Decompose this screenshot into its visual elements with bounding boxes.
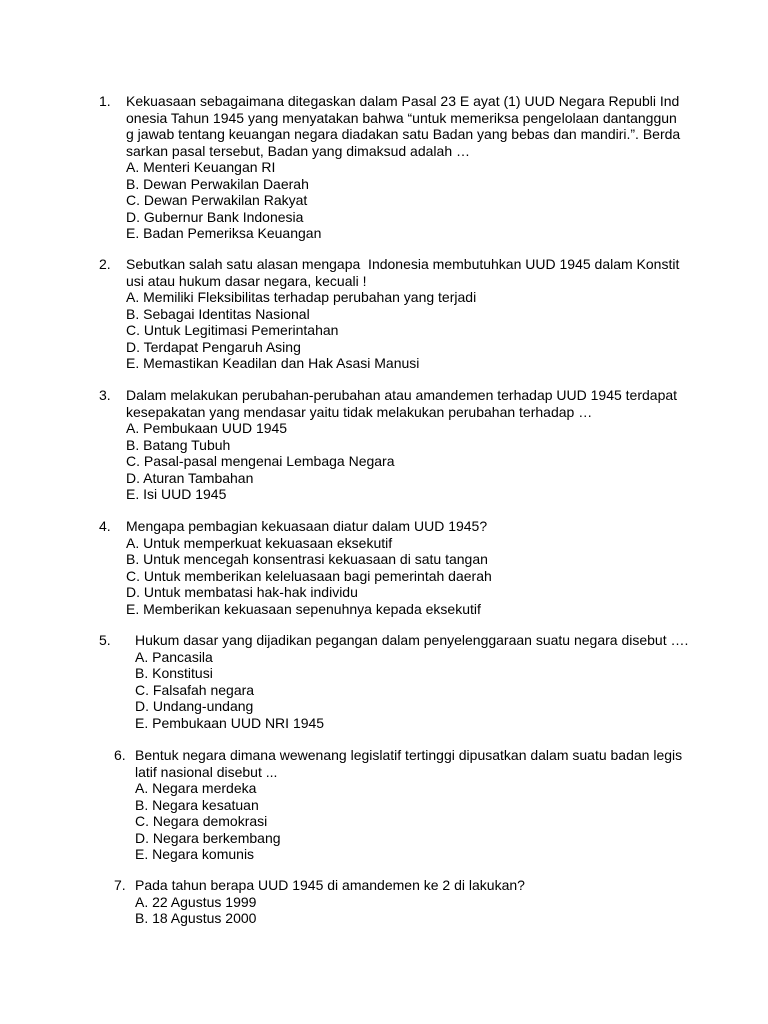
answer-option-d: D. Undang-undang [135,698,254,714]
answer-option-b: B. Sebagai Identitas Nasional [126,305,310,322]
answer-option-e: E. Isi UUD 1945 [126,486,227,502]
answer-option-c: C. Negara demokrasi [135,813,268,829]
answer-option-c: C. Untuk memberikan keleluasaan bagi pemerintah daerah [126,567,492,584]
answer-option-b: B. Batang Tubuh [126,436,231,453]
answer-option-a: A. Pancasila [135,648,213,665]
question-number: 4. [99,518,111,534]
answer-option-e: E. Badan Pemeriksa Keuangan [126,225,322,241]
question-stem-line: latif nasional disebut ... [135,763,278,780]
answer-option-e: E. Negara komunis [135,846,255,862]
question-stem-line: Kekuasaan sebagaimana ditegaskan dalam Pasal 23 E ayat (1) UUD Negara Republi Ind [126,93,680,109]
question-body [126,93,680,242]
question-stem-line: sarkan pasal tersebut, Badan yang dimaksud adalah … [126,142,470,159]
question-number: 7. [114,877,126,893]
answer-option-d: D. Aturan Tambahan [126,469,254,486]
question-number: 3. [99,387,111,403]
question-stem-line: Sebutkan salah satu alasan mengapa Indonesia membutuhkan UUD 1945 dalam Konstit [126,256,680,272]
question-stem-line: kesepakatan yang mendasar yaitu tidak melakukan perubahan terhadap … [126,403,593,420]
question-body [126,518,492,617]
answer-option-d: D. Untuk membatasi hak-hak individu [126,584,358,600]
question-stem-line: Hukum dasar yang dijadikan pegangan dalam penyelenggaraan suatu negara disebut …. [135,632,689,648]
answer-option-c: C. Untuk Legitimasi Pemerintahan [126,322,339,338]
answer-option-c: C. Pasal-pasal mengenai Lembaga Negara [126,453,395,469]
question-body [135,632,688,731]
question-stem-line: Bentuk negara dimana wewenang legislatif tertinggi dipusatkan dalam suatu badan legis [135,747,683,763]
answer-option-d: D. Terdapat Pengaruh Asing [126,338,301,355]
answer-option-a: A. Memiliki Fleksibilitas terhadap perubahan yang terjadi [126,289,477,305]
answer-option-d: D. Negara berkembang [135,829,281,846]
answer-option-a: A. Untuk memperkuat kekuasaan eksekutif [126,534,393,551]
answer-option-b: B. Negara kesatuan [135,796,259,813]
answer-option-b: B. Untuk mencegah konsentrasi kekuasaan di satu tangan [126,551,488,567]
question-number: 6. [114,747,126,763]
answer-option-a: A. Negara merdeka [135,780,257,796]
answer-option-b: B. 18 Agustus 2000 [135,910,257,926]
question-body [126,387,677,503]
question-body [126,256,679,372]
question-body [135,747,682,863]
answer-option-c: C. Falsafah negara [135,681,255,698]
answer-option-c: C. Dewan Perwakilan Rakyat [126,192,308,208]
answer-option-a: A. Menteri Keuangan RI [126,159,276,175]
answer-option-d: D. Gubernur Bank Indonesia [126,208,304,225]
question-number: 2. [99,256,111,272]
question-stem-line: Pada tahun berapa UUD 1945 di amandemen ke 2 di lakukan? [135,877,525,893]
answer-option-b: B. Dewan Perwakilan Daerah [126,175,309,192]
question-stem-line: usi atau hukum dasar negara, kecuali ! [126,272,367,289]
question-stem-line: g jawab tentang keuangan negara diadakan satu Badan yang bebas dan mandiri.”. Berda [126,126,681,142]
question-stem-line: Mengapa pembagian kekuasaan diatur dalam UUD 1945? [126,518,488,534]
question-body [135,877,525,927]
question-number: 1. [99,93,111,109]
answer-option-e: E. Memastikan Keadilan dan Hak Asasi Manusi [126,355,420,371]
answer-option-e: E. Memberikan kekuasaan sepenuhnya kepada eksekutif [126,600,481,617]
answer-option-b: B. Konstitusi [135,665,213,681]
answer-option-a: A. Pembukaan UUD 1945 [126,420,288,436]
question-number: 5. [99,632,111,648]
answer-option-a: A. 22 Agustus 1999 [135,893,257,910]
question-stem-line: Dalam melakukan perubahan-perubahan atau amandemen terhadap UUD 1945 terdapat [126,387,678,403]
answer-option-e: E. Pembukaan UUD NRI 1945 [135,714,325,731]
question-stem-line: onesia Tahun 1945 yang menyatakan bahwa “untuk memeriksa pengelolaan dantanggun [126,109,677,126]
